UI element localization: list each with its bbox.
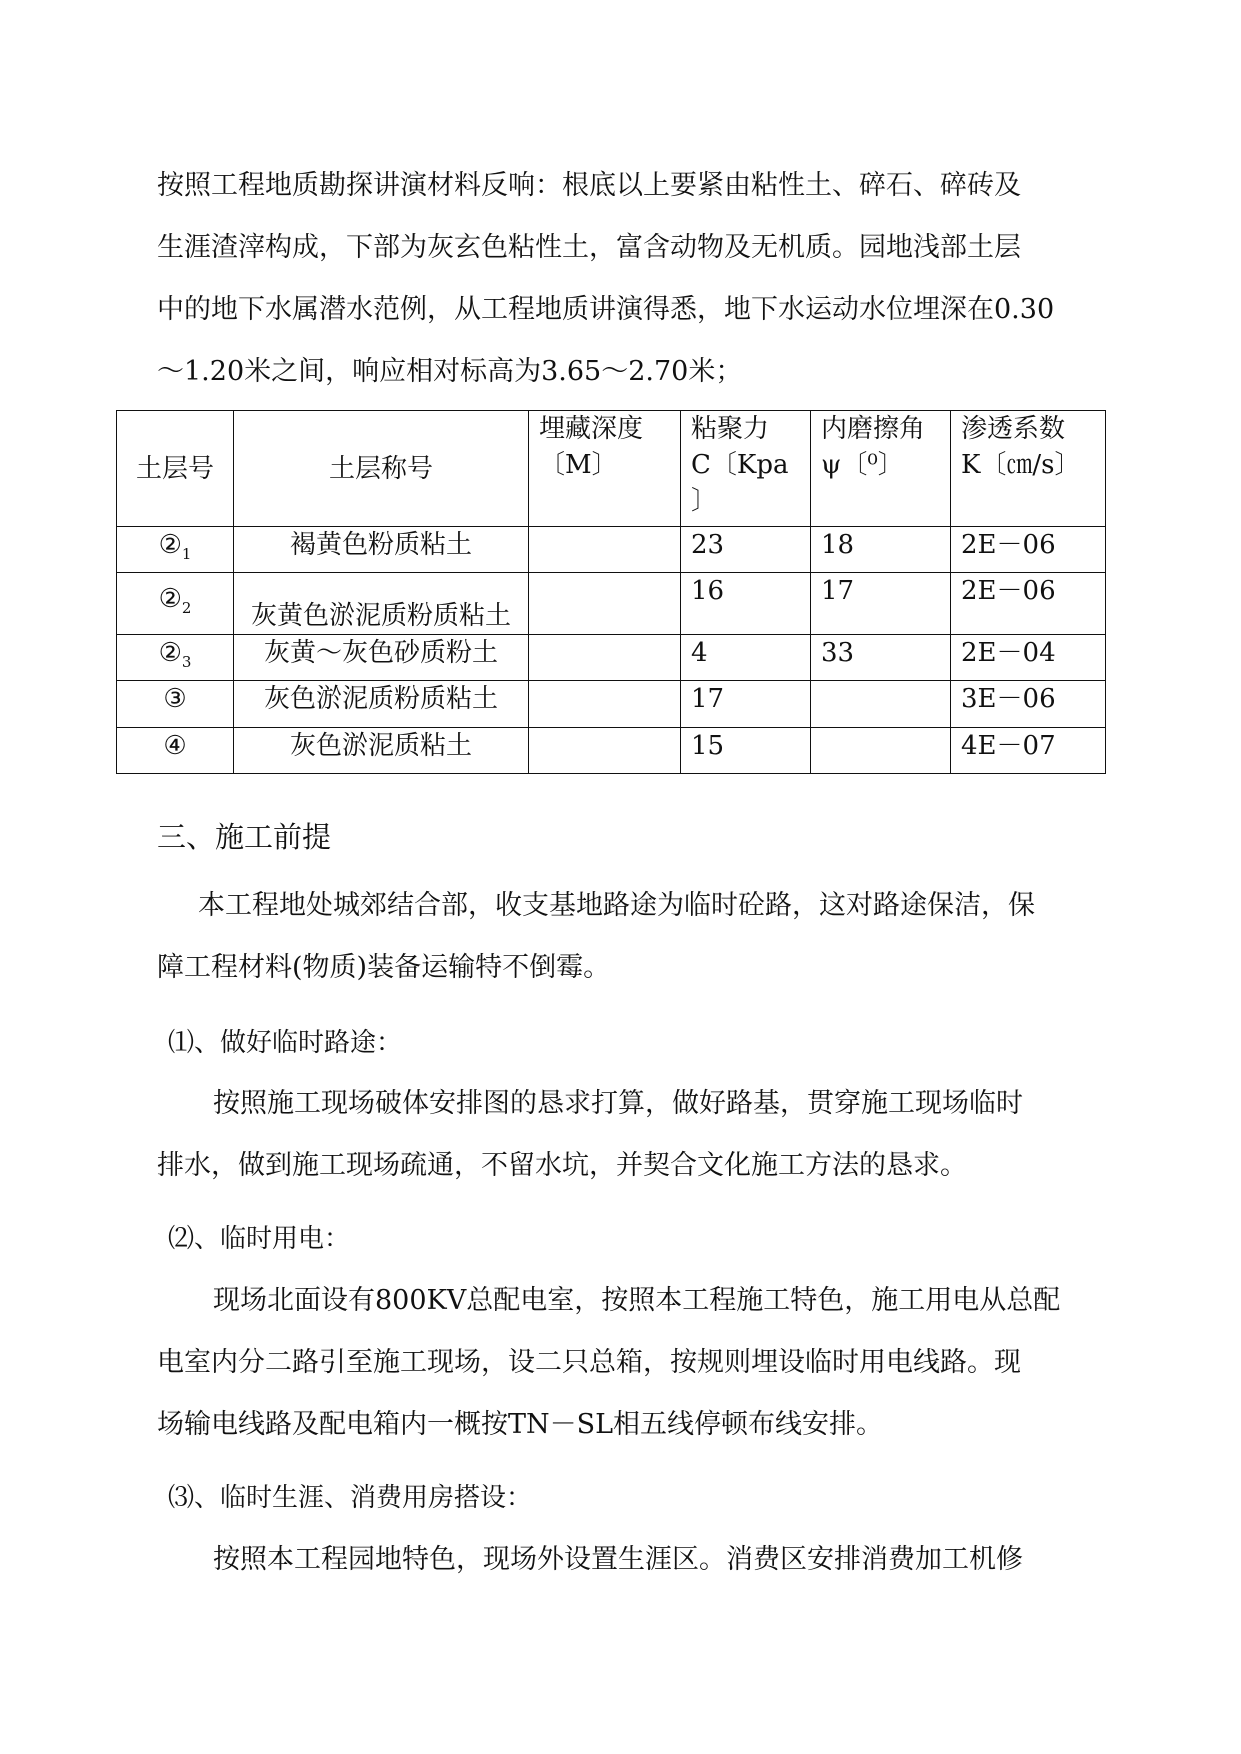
cell-depth [529, 635, 681, 681]
intro-line-3: 中的地下水属潜水范例，从工程地质讲演得悉，地下水运动水位埋深在0.30 [157, 294, 1055, 325]
item2-line-3: 场输电线路及配电箱内一概按TN－SL相五线停顿布线安排。 [157, 1409, 884, 1440]
cell-cohesion: 23 [681, 527, 811, 573]
cell-layer-no: $②_2$ [117, 573, 234, 635]
header-friction-line1: 内磨擦角 [821, 414, 926, 444]
table-row [117, 573, 1106, 635]
header-layer-no: 土层号 [117, 411, 234, 527]
cell-cohesion: 4 [681, 635, 811, 681]
header-depth [529, 411, 681, 527]
cell-permeability: 4E－07 [951, 727, 1106, 773]
cell-layer-no: $②_3$ [117, 635, 234, 681]
cell-layer-no: ③ [117, 681, 234, 727]
cell-friction: 33 [811, 635, 951, 681]
cell-permeability: 2E－04 [951, 635, 1106, 681]
header-permeability [951, 411, 1106, 527]
cell-layer-name: 灰黄色淤泥质粉质粘土 [234, 573, 529, 635]
table-header-row [117, 411, 1106, 527]
item2-line-2: 电室内分二路引至施工现场，设二只总箱，按规则埋设临时用电线路。现 [157, 1347, 1021, 1378]
cell-depth [529, 527, 681, 573]
header-friction-line2: ψ〔⁰〕 [821, 450, 904, 480]
cell-depth [529, 573, 681, 635]
cell-permeability: 2E－06 [951, 573, 1106, 635]
table-row [117, 527, 1106, 573]
header-layer-name: 土层称号 [234, 411, 529, 527]
cell-layer-no: ④ [117, 727, 234, 773]
item3-title: ⑶、临时生涯、消费用房搭设： [168, 1483, 533, 1513]
header-cohesion-line1: 粘聚力 [691, 414, 770, 444]
header-cohesion-line3: 〕 [691, 486, 718, 516]
cell-layer-name: 褐黄色粉质粘土 [234, 527, 529, 573]
section-para-line-2: 障工程材料(物质)装备运输特不倒霉。 [157, 952, 611, 983]
table-row [117, 635, 1106, 681]
cell-depth [529, 727, 681, 773]
cell-layer-name: 灰色淤泥质粘土 [234, 727, 529, 773]
cell-friction: 18 [811, 527, 951, 573]
intro-line-4: ～1.20米之间，响应相对标高为3.65～2.70米； [157, 356, 743, 387]
header-permeability-line2: K〔㎝/s〕 [961, 450, 1081, 480]
header-cohesion-line2: C〔Kpa [691, 450, 789, 480]
table-row [117, 727, 1106, 773]
item2-line-1: 现场北面设有800KV总配电室，按照本工程施工特色，施工用电从总配 [213, 1285, 1061, 1316]
item1-line-1: 按照施工现场破体安排图的恳求打算，做好路基，贯穿施工现场临时 [213, 1088, 1023, 1119]
section-title: 三、施工前提 [157, 820, 332, 854]
item1-title: ⑴、做好临时路途： [168, 1028, 403, 1058]
cell-cohesion: 15 [681, 727, 811, 773]
header-depth-line2: 〔M〕 [539, 450, 618, 480]
cell-depth [529, 681, 681, 727]
item2-title: ⑵、临时用电： [168, 1224, 351, 1254]
cell-layer-name: 灰黄～灰色砂质粉土 [234, 635, 529, 681]
header-permeability-line1: 渗透系数 [961, 414, 1066, 444]
item3-line-1: 按照本工程园地特色，现场外设置生涯区。消费区安排消费加工机修 [213, 1544, 1023, 1575]
intro-line-1: 按照工程地质勘探讲演材料反响：根底以上要紧由粘性土、碎石、碎砖及 [157, 170, 1021, 201]
cell-layer-no: $②_1$ [117, 527, 234, 573]
header-friction [811, 411, 951, 527]
header-cohesion [681, 411, 811, 527]
cell-permeability: 2E－06 [951, 527, 1106, 573]
intro-line-2: 生涯渣滓构成，下部为灰玄色粘性土，富含动物及无机质。园地浅部土层 [157, 232, 1021, 263]
cell-friction [811, 681, 951, 727]
soil-properties-table [116, 410, 1106, 774]
cell-cohesion: 17 [681, 681, 811, 727]
cell-permeability: 3E－06 [951, 681, 1106, 727]
cell-layer-name: 灰色淤泥质粉质粘土 [234, 681, 529, 727]
cell-cohesion: 16 [681, 573, 811, 635]
cell-friction [811, 727, 951, 773]
cell-friction: 17 [811, 573, 951, 635]
item1-line-2: 排水，做到施工现场疏通，不留水坑，并契合文化施工方法的恳求。 [157, 1150, 967, 1181]
header-depth-line1: 埋藏深度 [539, 414, 644, 444]
table-row [117, 681, 1106, 727]
section-para-line-1: 本工程地处城郊结合部，收支基地路途为临时砼路，这对路途保洁，保 [198, 890, 1035, 921]
